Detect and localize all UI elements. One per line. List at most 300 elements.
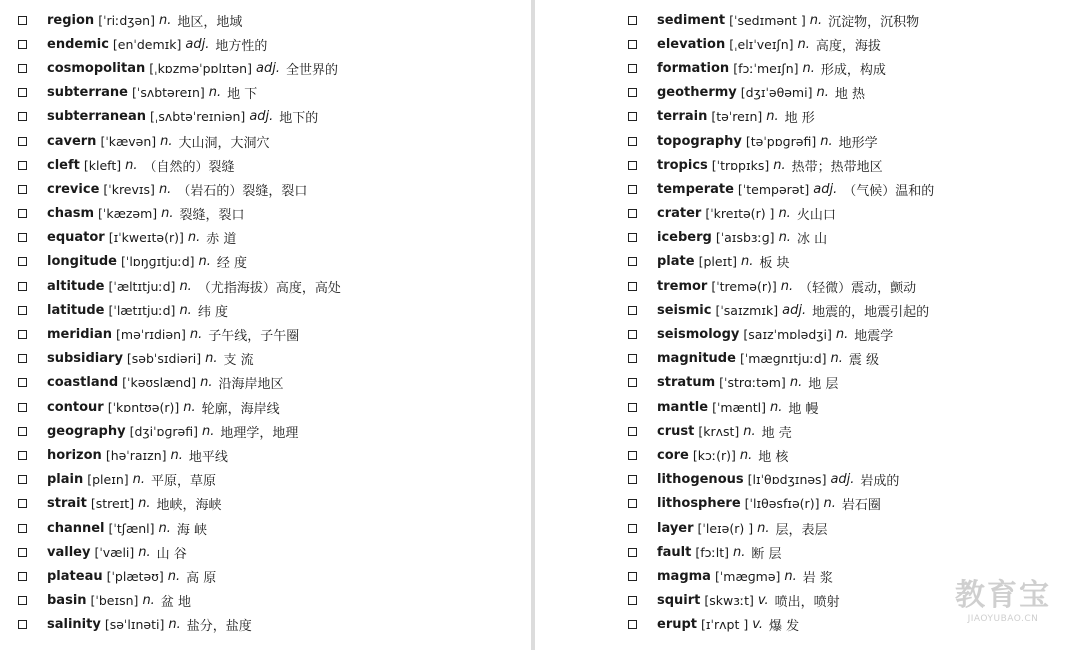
vocab-entry — [628, 613, 934, 637]
checkbox-icon[interactable] — [18, 282, 27, 291]
vocab-pos: n. — [757, 520, 770, 536]
vocab-entry — [628, 56, 934, 80]
vocab-word: horizon — [47, 447, 102, 463]
vocab-meaning: 山 谷 — [156, 546, 187, 562]
vocab-ipa: [ˈtempərət] — [737, 181, 810, 197]
vocab-word: magnitude — [657, 351, 736, 367]
vocab-word: plate — [657, 254, 695, 270]
vocab-ipa: [ˈlɒŋɡɪtjuːd] — [121, 254, 195, 270]
vocab-pos: n. — [201, 423, 215, 439]
vocab-ipa: [təˈpɒɡrəfi] — [745, 133, 817, 149]
vocab-word: geography — [47, 423, 126, 439]
vocab-word: equator — [47, 230, 105, 246]
vocab-entry — [628, 298, 934, 322]
vocab-ipa: [təˈreɪn] — [711, 109, 763, 125]
vocab-entry — [628, 395, 934, 419]
checkbox-icon[interactable] — [18, 306, 27, 315]
vocab-ipa: [pleɪn] — [87, 472, 129, 488]
checkbox-icon[interactable] — [18, 88, 27, 97]
checkbox-icon[interactable] — [18, 572, 27, 581]
vocab-pos: n. — [179, 278, 192, 294]
checkbox-icon[interactable] — [628, 161, 637, 170]
vocab-word: cavern — [47, 133, 97, 149]
vocab-word: elevation — [657, 36, 726, 52]
vocab-pos: n. — [830, 351, 843, 367]
checkbox-icon[interactable] — [628, 378, 637, 387]
checkbox-icon[interactable] — [18, 596, 27, 605]
checkbox-icon[interactable] — [18, 161, 27, 170]
vocab-pos: n. — [835, 327, 849, 343]
vocab-pos: n. — [167, 568, 181, 584]
vocab-entry — [18, 371, 341, 395]
vocab-entry — [18, 105, 341, 129]
vocab-ipa: [ˈplætəʊ] — [106, 568, 164, 584]
vocab-ipa: [ˈæltɪtjuːd] — [108, 278, 176, 294]
vocab-word: subterranean — [47, 109, 147, 125]
vocab-entry — [628, 347, 934, 371]
checkbox-icon[interactable] — [18, 354, 27, 363]
checkbox-icon[interactable] — [628, 257, 637, 266]
vocab-pos: n. — [816, 85, 829, 101]
vocab-meaning: 爆 发 — [768, 619, 800, 635]
vocab-pos: n. — [740, 254, 754, 270]
left-vocab-list — [18, 8, 341, 637]
vocab-meaning: 赤 道 — [206, 232, 237, 248]
vocab-entry — [18, 129, 341, 153]
vocab-ipa: [pleɪt] — [698, 254, 737, 270]
vocab-ipa: [dʒiˈɒɡrəfi] — [129, 423, 198, 439]
vocab-pos: n. — [179, 302, 192, 318]
checkbox-icon[interactable] — [18, 185, 27, 194]
vocab-meaning: 平原，草原 — [151, 474, 217, 490]
vocab-pos: n. — [138, 544, 151, 560]
vocab-pos: n. — [161, 206, 174, 222]
vocab-meaning: 高度，海拔 — [815, 38, 881, 54]
vocab-entry — [628, 564, 934, 588]
vocab-ipa: [ˌelɪˈveɪʃn] — [729, 36, 794, 52]
checkbox-icon[interactable] — [628, 282, 637, 291]
vocab-entry — [628, 516, 934, 540]
vocab-entry — [18, 274, 341, 298]
vocab-meaning: 子午线，子午圈 — [208, 329, 300, 345]
checkbox-icon[interactable] — [18, 499, 27, 508]
vocab-meaning: 高 原 — [186, 570, 217, 586]
checkbox-icon[interactable] — [628, 524, 637, 533]
vocab-word: channel — [47, 520, 105, 536]
checkbox-icon[interactable] — [18, 233, 27, 242]
checkbox-icon[interactable] — [18, 257, 27, 266]
vocab-ipa: [enˈdemɪk] — [112, 36, 182, 52]
vocab-meaning: 喷出，喷射 — [774, 595, 840, 611]
vocab-ipa: [ˌkɒzməˈpɒlɪtən] — [149, 60, 252, 76]
checkbox-icon[interactable] — [628, 209, 637, 218]
vocab-entry — [18, 298, 341, 322]
vocab-entry — [628, 81, 934, 105]
checkbox-icon[interactable] — [628, 403, 637, 412]
checkbox-icon[interactable] — [18, 548, 27, 557]
vocab-pos: n. — [200, 375, 213, 391]
vocab-pos: adj. — [813, 181, 838, 197]
vocab-meaning: 板 块 — [759, 256, 790, 272]
vocab-pos: n. — [770, 399, 783, 415]
vocab-entry — [628, 468, 934, 492]
vocab-ipa: [həˈraɪzn] — [105, 447, 167, 463]
vocab-pos: v. — [752, 617, 763, 633]
vocab-ipa: [ˈsedɪmənt ] — [729, 12, 806, 28]
vocab-pos: n. — [132, 472, 146, 488]
vocab-ipa: [ˈvæli] — [94, 544, 135, 560]
vocab-word: terrain — [657, 109, 708, 125]
right-vocab-list — [628, 8, 934, 637]
vocab-ipa: [streɪt] — [90, 496, 135, 512]
vocab-ipa: [ˈlɪθəsfɪə(r)] — [744, 496, 820, 512]
vocab-pos: n. — [160, 133, 173, 149]
vocab-ipa: [ˈsʌbtəreɪn] — [132, 85, 205, 101]
vocab-meaning: （气候）温和的 — [843, 183, 935, 199]
vocab-entry — [628, 274, 934, 298]
checkbox-icon[interactable] — [628, 137, 637, 146]
vocab-meaning: 地平线 — [188, 449, 228, 465]
checkbox-icon[interactable] — [628, 499, 637, 508]
vocab-entry — [628, 322, 934, 346]
vocab-meaning: 地区，地域 — [177, 14, 243, 30]
checkbox-icon[interactable] — [18, 40, 27, 49]
checkbox-icon[interactable] — [628, 185, 637, 194]
vocab-entry — [18, 443, 341, 467]
vocab-word: formation — [657, 60, 730, 76]
vocab-pos: n. — [743, 423, 756, 439]
vocab-word: magma — [657, 568, 711, 584]
vocab-meaning: 地震的，地震引起的 — [812, 304, 930, 320]
checkbox-icon[interactable] — [628, 233, 637, 242]
vocab-pos: n. — [138, 496, 151, 512]
checkbox-icon[interactable] — [628, 354, 637, 363]
vocab-entry — [628, 540, 934, 564]
vocab-word: fault — [657, 544, 692, 560]
vocab-entry — [628, 177, 934, 201]
vocab-ipa: [ˈkævən] — [100, 133, 157, 149]
vocab-ipa: [ˈstrɑːtəm] — [719, 375, 786, 391]
vocab-ipa: [krʌst] — [698, 423, 740, 439]
vocab-meaning: 全世界的 — [285, 62, 338, 78]
vocab-word: tremor — [657, 278, 708, 294]
vocab-ipa: [lɪˈθɒdʒɪnəs] — [747, 472, 827, 488]
vocab-word: subterrane — [47, 85, 128, 101]
checkbox-icon[interactable] — [628, 40, 637, 49]
vocab-meaning: （尤指海拔）高度，高处 — [197, 280, 341, 296]
vocab-ipa: [ˈkæzəm] — [98, 206, 158, 222]
vocab-entry — [18, 32, 341, 56]
vocab-word: strait — [47, 496, 87, 512]
vocab-word: squirt — [657, 593, 701, 609]
vocab-meaning: 地形学 — [838, 135, 878, 151]
vocab-ipa: [fɔːˈmeɪʃn] — [733, 60, 799, 76]
vocab-pos: n. — [732, 544, 746, 560]
vocab-ipa: [ˈbeɪsn] — [90, 593, 139, 609]
vocab-meaning: 冰 山 — [796, 232, 828, 248]
checkbox-icon[interactable] — [628, 596, 637, 605]
vocab-ipa: [skwɜːt] — [704, 593, 754, 609]
vocab-ipa: [məˈrɪdiən] — [116, 327, 186, 343]
vocab-word: endemic — [47, 36, 109, 52]
vocab-entry — [18, 395, 341, 419]
vocab-meaning: 地震学 — [854, 329, 894, 345]
checkbox-icon[interactable] — [628, 548, 637, 557]
vocab-pos: n. — [183, 399, 196, 415]
vocab-meaning: 地方性的 — [215, 38, 268, 54]
vocab-entry — [628, 153, 934, 177]
vocab-word: valley — [47, 544, 91, 560]
vocab-word: latitude — [47, 302, 105, 318]
watermark-url: JIAOYUBAO.CN — [967, 614, 1039, 624]
checkbox-icon[interactable] — [18, 112, 27, 121]
vocab-meaning: 地 形 — [784, 111, 815, 127]
vocab-meaning: 轮廓，海岸线 — [201, 401, 280, 417]
vocab-word: altitude — [47, 278, 105, 294]
vocab-meaning: 震 级 — [848, 353, 880, 369]
checkbox-icon[interactable] — [628, 306, 637, 315]
vocab-pos: n. — [125, 157, 138, 173]
vocab-ipa: [dʒɪˈəθəmi] — [740, 85, 813, 101]
vocab-word: stratum — [657, 375, 716, 391]
vocab-word: lithosphere — [657, 496, 741, 512]
checkbox-icon[interactable] — [18, 16, 27, 25]
vocab-entry — [18, 347, 341, 371]
vocab-meaning: 地下的 — [279, 111, 319, 127]
vocab-word: plateau — [47, 568, 103, 584]
vocab-pos: v. — [757, 593, 769, 609]
vocab-ipa: [səbˈsɪdiəri] — [126, 351, 202, 367]
vocab-meaning: 沉淀物，沉积物 — [828, 14, 920, 30]
vocab-ipa: [saɪzˈmɒlədʒi] — [743, 327, 832, 343]
vocab-pos: n. — [789, 375, 803, 391]
vocab-pos: n. — [784, 568, 797, 584]
vocab-entry — [628, 492, 934, 516]
vocab-pos: n. — [189, 327, 203, 343]
vocab-entry — [18, 516, 341, 540]
vocab-pos: n. — [820, 133, 833, 149]
vocab-pos: n. — [766, 109, 779, 125]
vocab-entry — [18, 589, 341, 613]
checkbox-icon[interactable] — [18, 427, 27, 436]
vocab-meaning: 经 度 — [216, 256, 248, 272]
checkbox-icon[interactable] — [628, 112, 637, 121]
vocab-pos: adj. — [255, 60, 280, 76]
vocab-entry — [18, 564, 341, 588]
vocab-ipa: [ɪˈkweɪtə(r)] — [108, 230, 184, 246]
vocab-word: crevice — [47, 181, 100, 197]
vocab-meaning: 裂缝，裂口 — [179, 208, 245, 224]
vocab-entry — [18, 153, 341, 177]
vocab-meaning: 地峡，海峡 — [156, 498, 222, 514]
vocab-entry — [18, 81, 341, 105]
vocab-word: salinity — [47, 617, 101, 633]
checkbox-icon[interactable] — [18, 620, 27, 629]
vocab-word: region — [47, 12, 95, 28]
vocab-ipa: [ˈmæɡmə] — [714, 568, 781, 584]
vocab-pos: n. — [809, 12, 823, 28]
vocab-meaning: 地 热 — [834, 87, 865, 103]
watermark — [944, 578, 1062, 630]
vocab-pos: n. — [205, 351, 218, 367]
vocab-word: meridian — [47, 327, 113, 343]
checkbox-icon[interactable] — [628, 427, 637, 436]
vocab-pos: n. — [158, 181, 172, 197]
vocab-meaning: 沿海岸地区 — [218, 377, 284, 393]
vocab-ipa: [ˈtʃænl] — [108, 520, 155, 536]
vocab-meaning: 地理学，地理 — [220, 425, 299, 441]
vocab-meaning: 地 层 — [808, 377, 839, 393]
vocab-entry — [18, 322, 341, 346]
checkbox-icon[interactable] — [628, 451, 637, 460]
vocab-entry — [18, 613, 341, 637]
vocab-ipa: [ˈriːdʒən] — [98, 12, 155, 28]
vocab-entry — [18, 56, 341, 80]
vocab-pos: n. — [773, 157, 786, 173]
vocab-word: chasm — [47, 206, 95, 222]
vocab-pos: n. — [780, 278, 794, 294]
vocab-ipa: [ˈkreɪtə(r) ] — [705, 206, 775, 222]
vocab-entry — [628, 202, 934, 226]
vocab-ipa: [ˈtrɒpɪks] — [711, 157, 770, 173]
right-page — [535, 0, 1080, 650]
checkbox-icon[interactable] — [18, 403, 27, 412]
vocab-ipa: [ˌsʌbtəˈreɪniən] — [150, 109, 246, 125]
checkbox-icon[interactable] — [18, 378, 27, 387]
vocab-pos: n. — [170, 447, 183, 463]
vocab-entry — [628, 226, 934, 250]
vocab-entry — [18, 202, 341, 226]
vocab-entry — [18, 540, 341, 564]
vocab-pos: adj. — [249, 109, 274, 125]
vocab-ipa: [ˈmæntl] — [712, 399, 766, 415]
vocab-meaning: 断 层 — [751, 546, 782, 562]
vocab-meaning: 形成，构成 — [820, 62, 886, 78]
vocab-ipa: [ˈkəʊslænd] — [122, 375, 197, 391]
vocab-ipa: [ˈmæɡnɪtjuːd] — [739, 351, 827, 367]
vocab-pos: n. — [797, 36, 810, 52]
vocab-word: iceberg — [657, 230, 712, 246]
checkbox-icon[interactable] — [18, 330, 27, 339]
vocab-meaning: 大山洞，大洞穴 — [178, 135, 270, 151]
vocab-pos: n. — [158, 12, 172, 28]
vocab-entry — [628, 32, 934, 56]
vocab-word: tropics — [657, 157, 708, 173]
vocab-meaning: 岩 浆 — [802, 570, 833, 586]
vocab-entry — [18, 226, 341, 250]
vocab-word: plain — [47, 472, 84, 488]
vocab-pos: n. — [823, 496, 836, 512]
watermark-logo: 教育宝 — [955, 578, 1051, 613]
vocab-pos: adj. — [830, 472, 855, 488]
vocab-ipa: [ˈlætɪtjuːd] — [108, 302, 176, 318]
vocab-meaning: 地 壳 — [761, 425, 792, 441]
vocab-word: seismology — [657, 327, 740, 343]
vocab-word: geothermy — [657, 85, 737, 101]
checkbox-icon[interactable] — [628, 475, 637, 484]
vocab-pos: n. — [198, 254, 211, 270]
checkbox-icon[interactable] — [18, 475, 27, 484]
vocab-meaning: 层，表层 — [775, 522, 828, 538]
vocab-meaning: 热带；热带地区 — [791, 159, 883, 175]
vocab-entry — [628, 589, 934, 613]
vocab-entry — [628, 419, 934, 443]
vocab-word: mantle — [657, 399, 709, 415]
vocab-meaning: 岩石圈 — [841, 498, 881, 514]
vocab-word: layer — [657, 520, 694, 536]
vocab-word: subsidiary — [47, 351, 123, 367]
checkbox-icon[interactable] — [18, 209, 27, 218]
checkbox-icon[interactable] — [628, 620, 637, 629]
vocab-meaning: 盆 地 — [160, 595, 191, 611]
vocab-entry — [18, 177, 341, 201]
vocab-ipa: [ˈkrevɪs] — [103, 181, 155, 197]
checkbox-icon[interactable] — [18, 64, 27, 73]
checkbox-icon[interactable] — [18, 451, 27, 460]
vocab-word: erupt — [657, 617, 698, 633]
vocab-meaning: 火山口 — [796, 208, 836, 224]
vocab-entry — [628, 129, 934, 153]
vocab-entry — [628, 250, 934, 274]
checkbox-icon[interactable] — [628, 16, 637, 25]
vocab-word: temperate — [657, 181, 734, 197]
checkbox-icon[interactable] — [18, 137, 27, 146]
vocab-ipa: [ˈkɒntʊə(r)] — [107, 399, 180, 415]
vocab-meaning: （自然的）裂缝 — [143, 159, 235, 175]
vocab-word: seismic — [657, 302, 712, 318]
vocab-entry — [18, 468, 341, 492]
vocab-meaning: 纬 度 — [197, 304, 228, 320]
vocab-ipa: [ˈleɪə(r) ] — [697, 520, 754, 536]
vocab-entry — [628, 443, 934, 467]
vocab-pos: n. — [158, 520, 171, 536]
checkbox-icon[interactable] — [628, 330, 637, 339]
checkbox-icon[interactable] — [628, 88, 637, 97]
vocab-pos: n. — [187, 230, 201, 246]
vocab-pos: adj. — [782, 302, 807, 318]
vocab-ipa: [ˈsaɪzmɪk] — [715, 302, 779, 318]
vocab-word: coastland — [47, 375, 119, 391]
vocab-word: contour — [47, 399, 104, 415]
vocab-pos: n. — [802, 60, 815, 76]
vocab-ipa: [ˈtremə(r)] — [711, 278, 777, 294]
vocab-ipa: [səˈlɪnəti] — [104, 617, 165, 633]
vocab-word: lithogenous — [657, 472, 744, 488]
checkbox-icon[interactable] — [628, 64, 637, 73]
vocab-entry — [18, 419, 341, 443]
vocab-entry — [18, 8, 341, 32]
vocab-entry — [18, 492, 341, 516]
vocab-word: cleft — [47, 157, 80, 173]
vocab-entry — [628, 105, 934, 129]
vocab-pos: n. — [778, 230, 791, 246]
vocab-word: crust — [657, 423, 695, 439]
vocab-ipa: [kleft] — [83, 157, 122, 173]
vocab-pos: adj. — [185, 36, 210, 52]
left-page — [0, 0, 531, 650]
vocab-meaning: 地 幔 — [788, 401, 819, 417]
vocab-pos: n. — [142, 593, 155, 609]
vocab-entry — [628, 8, 934, 32]
vocab-pos: n. — [778, 206, 791, 222]
checkbox-icon[interactable] — [18, 524, 27, 533]
checkbox-icon[interactable] — [628, 572, 637, 581]
vocab-meaning: 岩成的 — [860, 474, 900, 490]
vocab-meaning: （岩石的）裂缝，裂口 — [177, 183, 308, 199]
vocab-meaning: 海 峡 — [176, 522, 208, 538]
vocab-word: topography — [657, 133, 742, 149]
vocab-ipa: [fɔːlt] — [695, 544, 729, 560]
